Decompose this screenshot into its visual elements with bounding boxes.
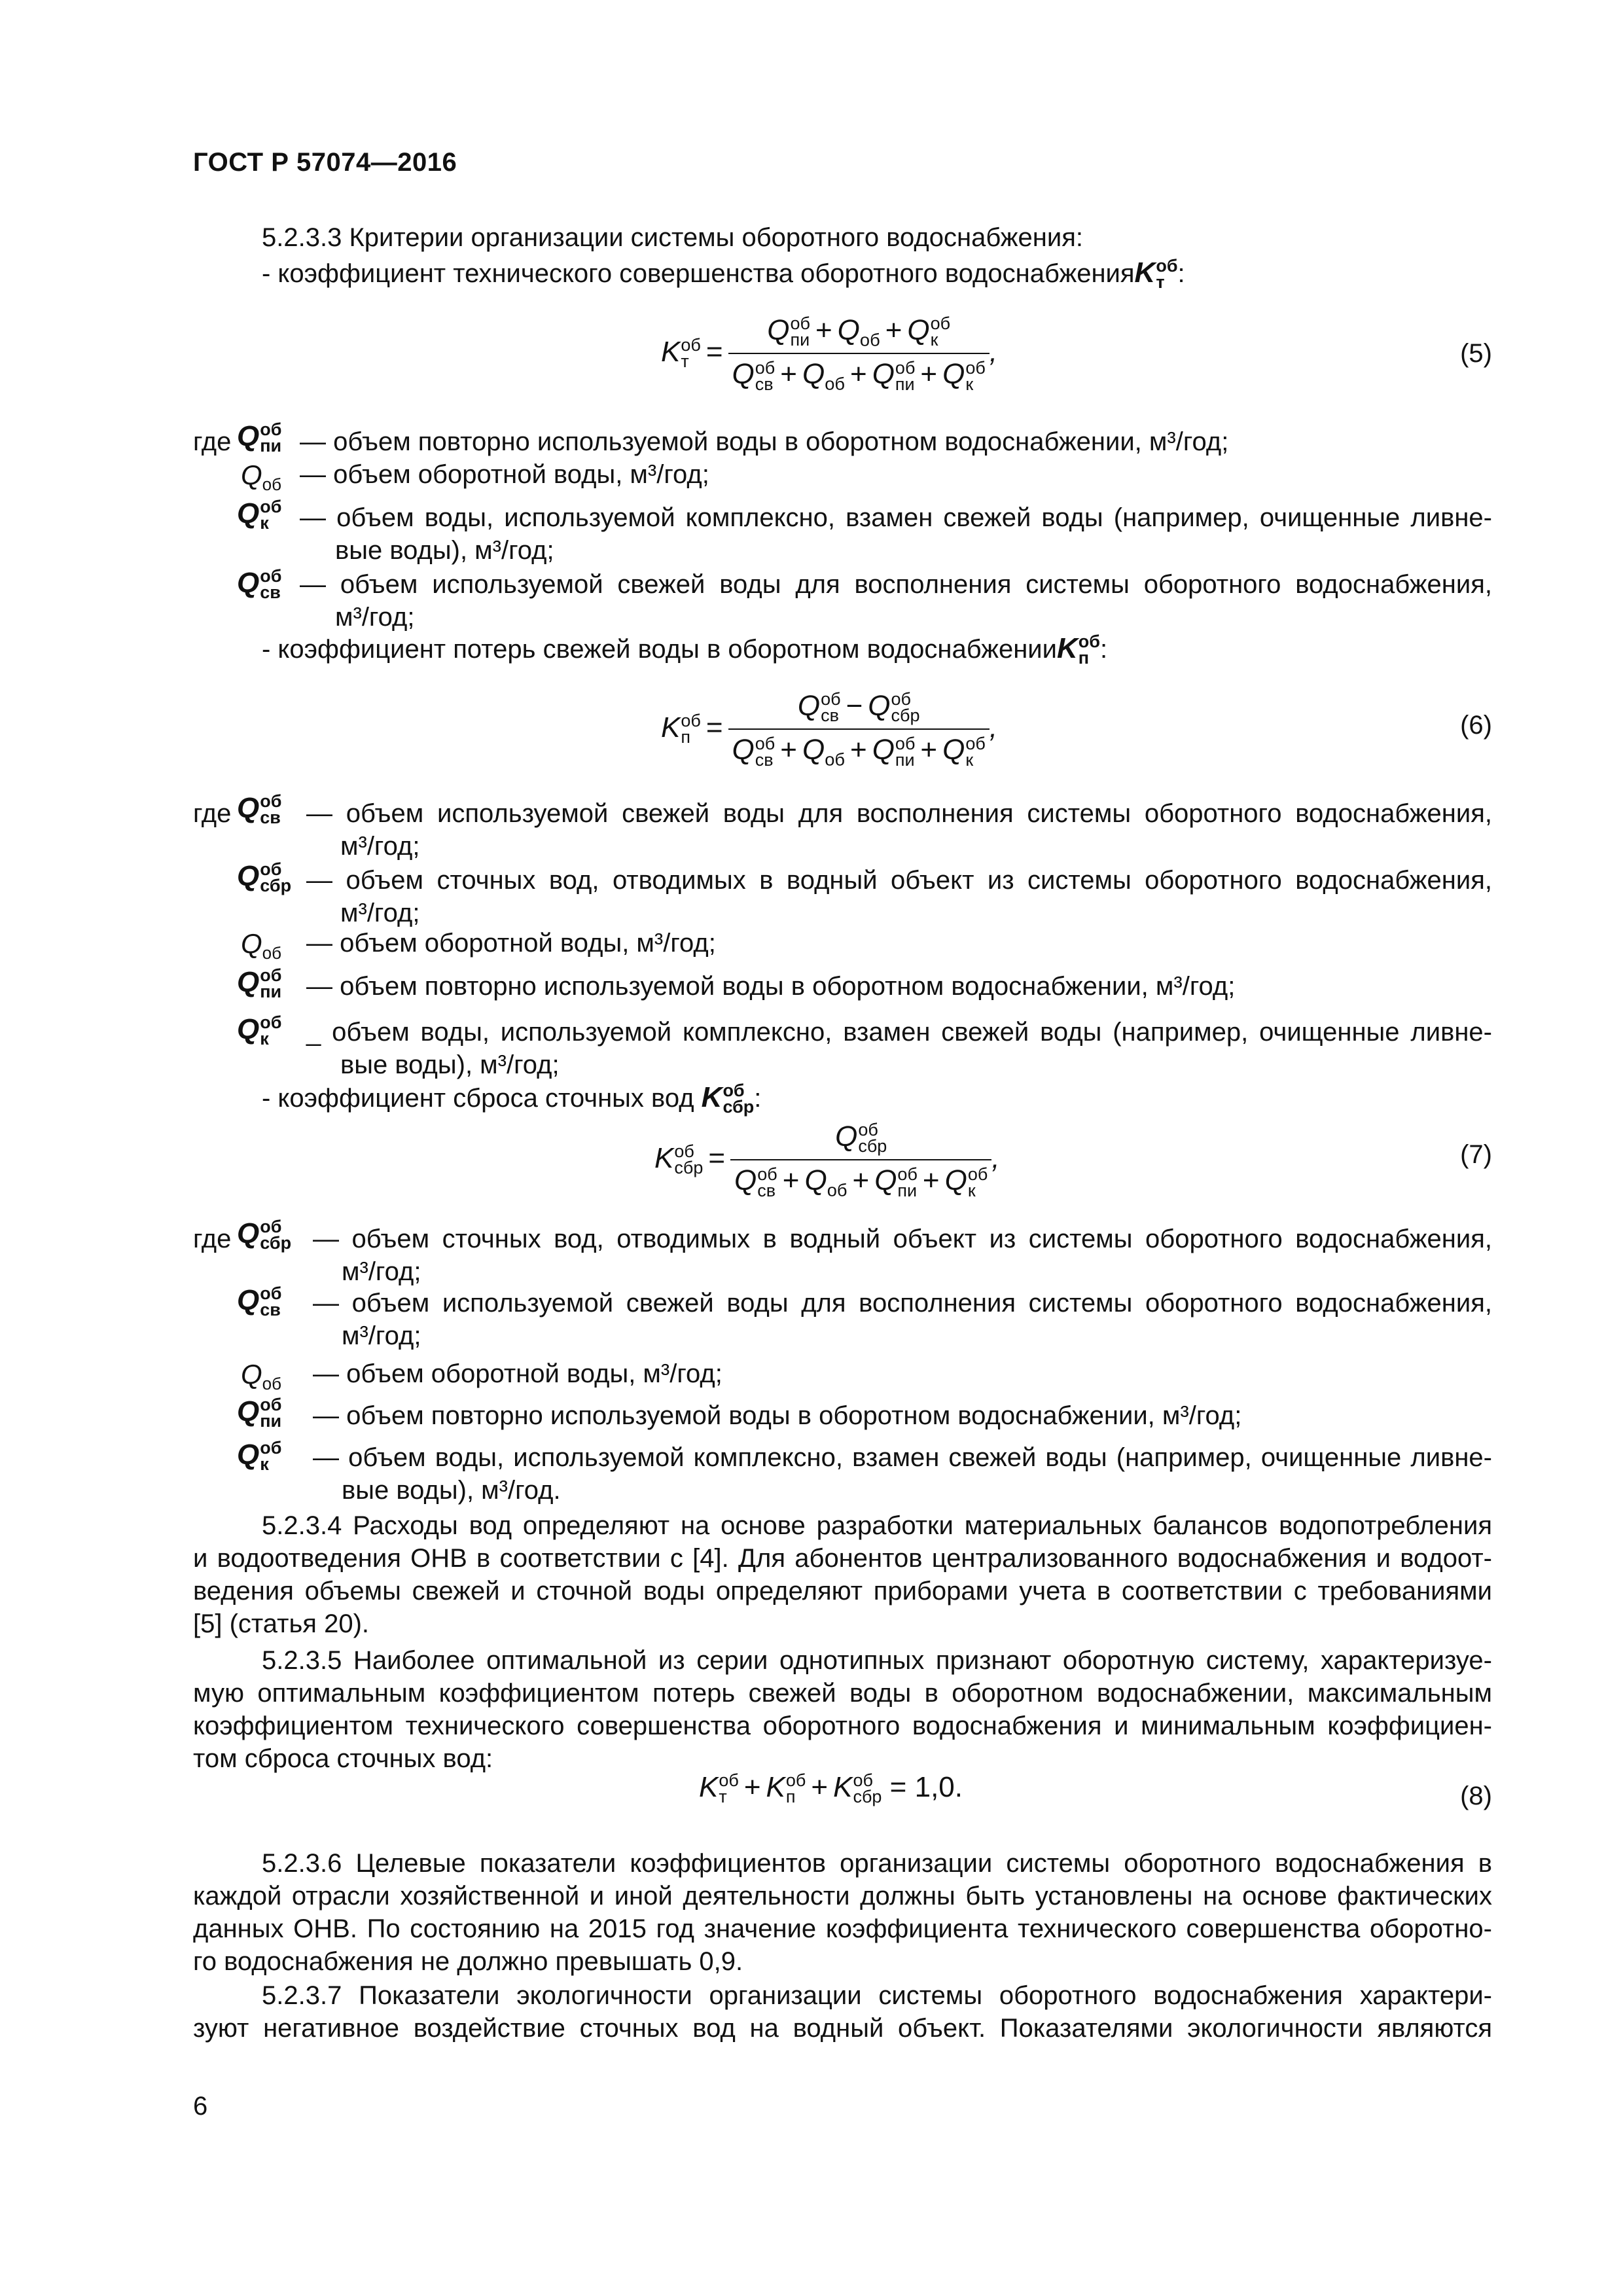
para-5235-line4: том сброса сточных вод: [193, 1744, 493, 1773]
symbol-q-ob: $Q_{об}$ [241, 1359, 282, 1394]
para-5235-line2: мую оптимальным коэффициентом потерь свежей воды в оборотном водоснабжении, максимальным [193, 1679, 1492, 1708]
def-q-sv-unit: м³/год; [342, 1321, 421, 1350]
para-5236-line4: го водоснабжения не должно превышать 0,9. [193, 1947, 743, 1976]
bullet-kp: - коэффициент потерь свежей воды в оборотном водоснабженииK об п : [262, 632, 1108, 668]
def-q-pi: — объем повторно используемой воды в оборотном водоснабжении, м³/год; [300, 427, 1229, 456]
bullet-ksbr: - коэффициент сброса сточных вод K об сбр : [262, 1081, 762, 1117]
para-5234-line2: и водоотведения ОНВ в соответствии с [4]. Для абонентов централизованного водоснабжения и водоот- [193, 1544, 1492, 1573]
def-q-ob: — объем оборотной воды, м³/год; [306, 929, 716, 958]
where-label: где [193, 1225, 232, 1253]
para-5235-line1: 5.2.3.5 Наиболее оптимальной из серии однотипных признают оборотную систему, характеризуе- [262, 1646, 1492, 1675]
symbol-q-sbr: Q об сбр [237, 859, 292, 896]
symbol-q-sv: Q об св [237, 1283, 282, 1320]
para-5234-line3: ведения объемы свежей и сточной воды определяют приборами учета в соответствии с требованиями [193, 1577, 1492, 1605]
def-q-sv: — объем используемой свежей воды для восполнения системы оборотного водоснабжения, [306, 799, 1492, 828]
equation-number-8: (8) [1460, 1782, 1492, 1810]
page-number: 6 [193, 2092, 208, 2121]
symbol-q-k: Q об к [237, 1013, 282, 1049]
def-q-ob: — объем оборотной воды, м³/год; [313, 1359, 722, 1388]
symbol-q-ob: $Q_{об}$ [241, 928, 282, 963]
def-q-sbr-unit: м³/год; [342, 1257, 421, 1286]
where-label: где [193, 799, 232, 828]
para-5236-line1: 5.2.3.6 Целевые показатели коэффициентов организации системы оборотного водоснабжения в [262, 1849, 1492, 1878]
para-5234-line1: 5.2.3.4 Расходы вод определяют на основе разработки материальных балансов водопотребления [262, 1511, 1492, 1540]
equation-number-6: (6) [1460, 711, 1492, 740]
para-5236-line2: каждой отрасли хозяйственной и иной деятельности должны быть установлены на основе фактических [193, 1882, 1492, 1910]
def-q-sv-unit: м³/год; [340, 832, 420, 861]
def-q-sbr: — объем сточных вод, отводимых в водный объект из системы оборотного водоснабжения, [306, 866, 1492, 895]
def-q-ob: — объем оборотной воды, м³/год; [300, 460, 709, 489]
def-q-sbr: — объем сточных вод, отводимых в водный объект из системы оборотного водоснабжения, [313, 1225, 1492, 1253]
symbol-q-pi: Q об пи [237, 1395, 282, 1431]
symbol-q-sbr: Q об сбр [237, 1217, 292, 1253]
def-q-k-cont: вые воды), м³/год; [340, 1050, 560, 1079]
equation-6: K об п = Q об св − Q об сбр Q об св + $Q_{об} + Q$ об пи + Q об к , [661, 689, 998, 770]
symbol-q-ob: $Q_{об}$ [241, 459, 282, 495]
document-header: ГОСТ Р 57074—2016 [193, 148, 457, 177]
bullet-kt: - коэффициент технического совершенства оборотного водоснабженияK об т : [262, 256, 1185, 293]
where-label: где [193, 427, 232, 456]
def-q-sv: — объем используемой свежей воды для восполнения системы оборотного водоснабжения, [300, 570, 1492, 599]
def-q-sv-unit: м³/год; [335, 603, 415, 632]
symbol-q-sv: Q об св [237, 566, 282, 603]
para-5237-line2: зуют негативное воздействие сточных вод на водный объект. Показателями экологичности являются [193, 2014, 1492, 2043]
para-5234-line4: [5] (статья 20). [193, 1609, 370, 1638]
def-q-k: _ объем воды, используемой комплексно, взамен свежей воды (например, очищенные ливне- [306, 1018, 1492, 1047]
def-q-k-cont: вые воды), м³/год; [335, 536, 554, 565]
def-q-k-cont: вые воды), м³/год. [342, 1476, 561, 1505]
def-q-pi: — объем повторно используемой воды в оборотном водоснабжении, м³/год; [306, 972, 1236, 1001]
def-q-k: — объем воды, используемой комплексно, взамен свежей воды (например, очищенные ливне- [300, 503, 1492, 532]
equation-number-5: (5) [1460, 339, 1492, 368]
def-q-pi: — объем повторно используемой воды в оборотном водоснабжении, м³/год; [313, 1401, 1242, 1430]
section-heading: 5.2.3.3 Критерии организации системы оборотного водоснабжения: [262, 223, 1083, 252]
symbol-q-k: Q об к [237, 1438, 282, 1475]
equation-5: K об т = Q об пи + $Q_{об} + Q$ об к Q об св + $Q_{об} + Q$ об пи + Q об к , [661, 314, 998, 394]
symbol-q-pi: Q об пи [237, 965, 282, 1002]
para-5237-line1: 5.2.3.7 Показатели экологичности организации системы оборотного водоснабжения характери- [262, 1981, 1492, 2010]
symbol-q-sv: Q об св [237, 791, 282, 828]
symbol-q-k: Q об к [237, 497, 282, 533]
equation-7: K об сбр = Q об сбр Q об св + $Q_{об} + Q$ об пи + Q об к , [654, 1120, 1000, 1200]
def-q-sbr-unit: м³/год; [340, 899, 420, 927]
def-q-k: — объем воды, используемой комплексно, взамен свежей воды (например, очищенные ливне- [313, 1443, 1492, 1472]
para-5235-line3: коэффициентом технического совершенства оборотного водоснабжения и минимальным коэффициен- [193, 1712, 1492, 1740]
equation-8: K об т + K об п + K об сбр = 1,0. [699, 1770, 963, 1807]
symbol-q-pi: Q об пи [237, 420, 282, 456]
equation-number-7: (7) [1460, 1140, 1492, 1169]
def-q-sv: — объем используемой свежей воды для восполнения системы оборотного водоснабжения, [313, 1289, 1492, 1318]
para-5236-line3: данных ОНВ. По состоянию на 2015 год значение коэффициента технического совершенства оборотно- [193, 1914, 1492, 1943]
